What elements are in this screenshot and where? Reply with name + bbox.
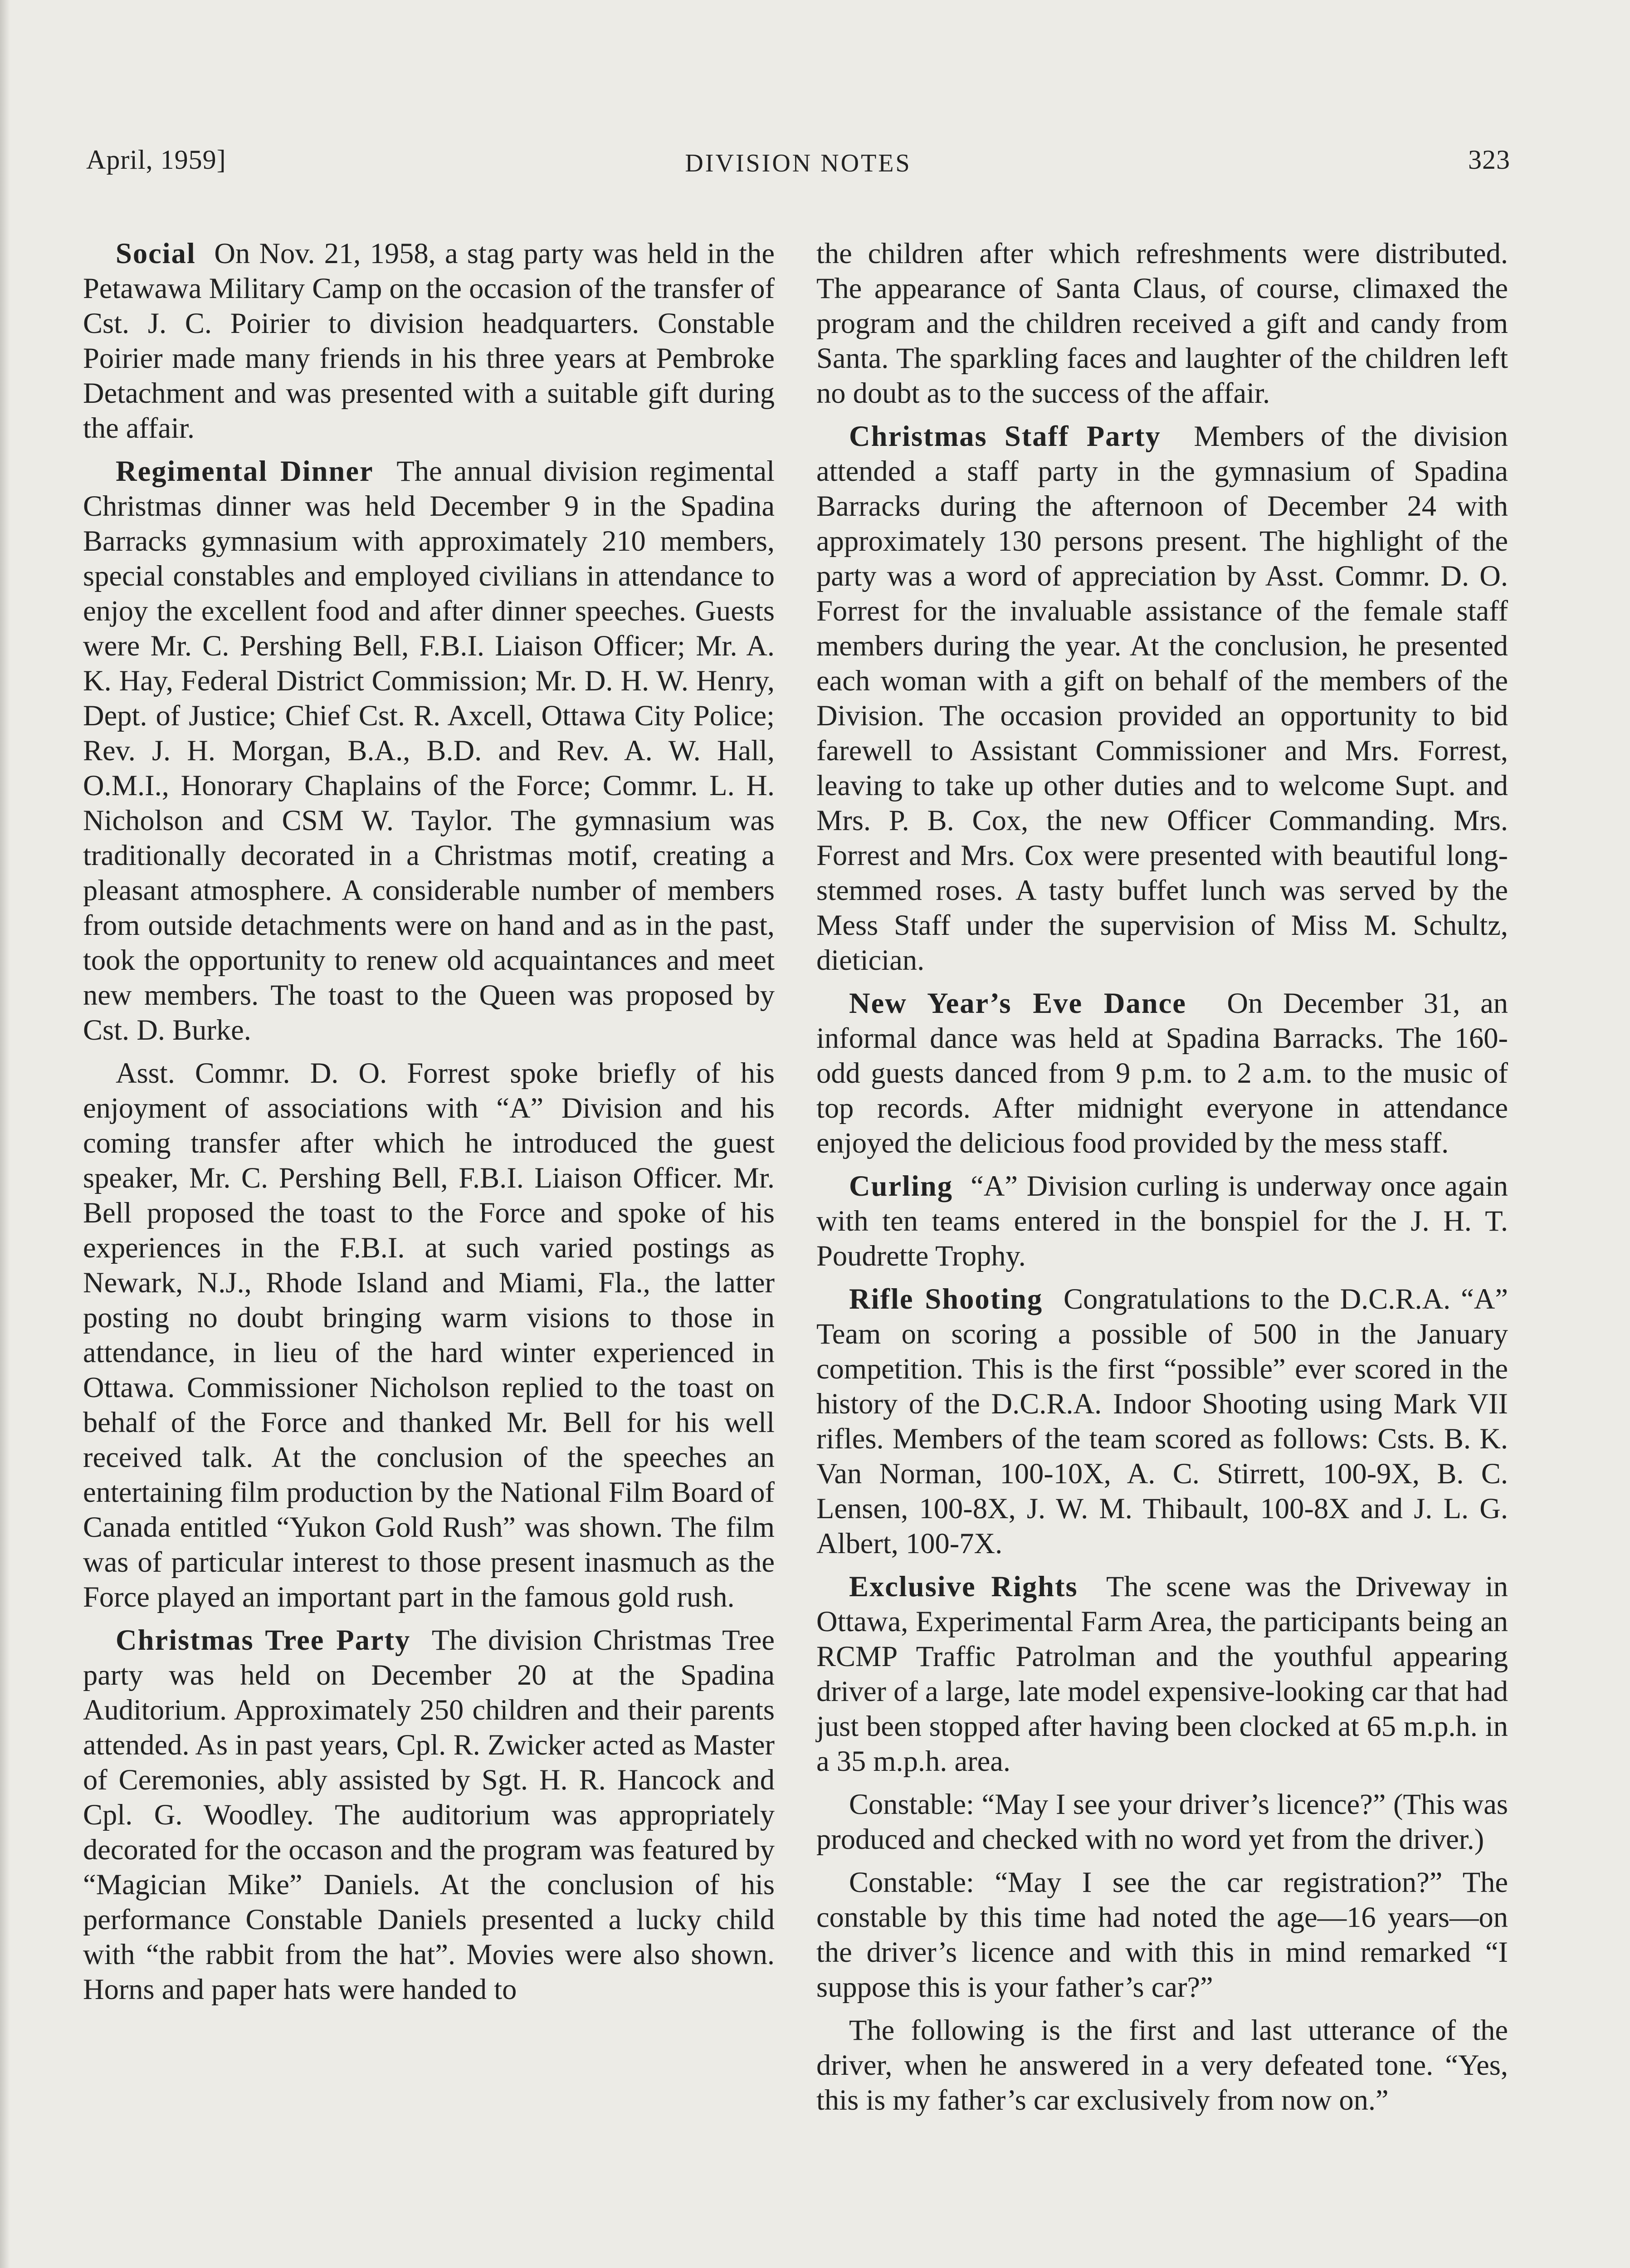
paragraph-heading: Christmas Tree Party: [116, 1624, 411, 1656]
paragraph-heading: Christmas Staff Party: [849, 420, 1161, 452]
paragraph-regimental-dinner: [83, 454, 775, 1047]
paragraph-text: On Nov. 21, 1958, a stag party was held in the Petawawa Military Camp on the occasion of the transfer of Cst. J. C. Poirier to division headquarters. Constable Poirier made many friends in his three years at Pembroke Detachment and was presented with a suitable gift during the affair.: [83, 237, 775, 444]
paragraph-heading: Curling: [849, 1170, 953, 1202]
paragraph-heading: New Year’s Eve Dance: [849, 987, 1186, 1019]
paragraph-heading: Regimental Dinner: [116, 455, 374, 487]
paragraph-dialogue-registration: [816, 1865, 1508, 2004]
paragraph-text: Members of the division attended a staff party in the gymnasium of Spadina Barracks during the afternoon of December 24 with approximately 130 persons present. The highlight of the party was a word of appreciation by Asst. Commr. D. O. Forrest for the invaluable assistance of the female staff members during the year. At the conclusion, he presented each woman with a gift on behalf of the members of the Division. The occasion provided an opportunity to bid farewell to Assistant Commissioner and Mrs. Forrest, leaving to take up other duties and to welcome Supt. and Mrs. P. B. Cox, the new Officer Commanding. Mrs. Forrest and Mrs. Cox were presented with beautiful long-stemmed roses. A tasty buffet lunch was served by the Mess Staff under the supervision of Miss M. Schultz, dietician.: [816, 420, 1508, 976]
paragraph-dialogue-licence: [816, 1787, 1508, 1857]
paragraph-exclusive-rights: [816, 1569, 1508, 1779]
paragraph-heading: Rifle Shooting: [849, 1283, 1043, 1315]
header-date: April, 1959]: [86, 145, 226, 175]
paragraph-text: The annual division regimental Christmas dinner was held December 9 in the Spadina Barracks gymnasium with approximately 210 members, special constables and employed civilians in attendance to enjoy the excellent food and after dinner speeches. Guests were Mr. C. Pershing Bell, F.B.I. Liaison Officer; Mr. A. K. Hay, Federal District Commission; Mr. D. H. W. Henry, Dept. of Justice; Chief Cst. R. Axcell, Ottawa City Police; Rev. J. H. Morgan, B.A., B.D. and Rev. A. W. Hall, O.M.I., Honorary Chaplains of the Force; Commr. L. H. Nicholson and CSM W. Taylor. The gymnasium was traditionally decorated in a Christmas motif, creating a pleasant atmosphere. A considerable number of members from outside detachments were on hand and as in the past, took the opportunity to renew old acquaintances and meet new members. The toast to the Queen was proposed by Cst. D. Burke.: [83, 455, 775, 1046]
paragraph-forrest-speech: [83, 1056, 775, 1614]
paragraph-social: [83, 236, 775, 445]
left-column: [83, 236, 775, 2015]
paragraph-new-years-eve-dance: [816, 986, 1508, 1160]
paragraph-text: The scene was the Driveway in Ottawa, Experimental Farm Area, the participants being an RCMP Traffic Patrolman and the youthful appearing driver of a large, late model expensive-looking car that had just been stopped after having been clocked at 65 m.p.h. in a 35 m.p.h. area.: [816, 1570, 1508, 1777]
paragraph-text: The division Christmas Tree party was held on December 20 at the Spadina Auditorium. Approximately 250 children and their parents attended. As in past years, Cpl. R. Zwicker acted as Master of Ceremonies, ably assisted by Sgt. H. R. Hancock and Cpl. G. Woodley. The auditorium was appropriately decorated for the occason and the program was featured by “Magician Mike” Daniels. At the conclusion of his performance Constable Daniels presented a lucky child with “the rabbit from the hat”. Movies were also shown. Horns and paper hats were handed to: [83, 1624, 775, 2005]
paragraph-christmas-tree-party: [83, 1623, 775, 2007]
paragraph-driver-reply: [816, 2013, 1508, 2117]
page-binding-edge: [0, 0, 10, 2268]
page-number: 323: [1468, 145, 1510, 175]
paragraph-text: Constable: “May I see your driver’s licence?” (This was produced and checked with no word yet from the driver.): [816, 1788, 1508, 1855]
paragraph-text: the children after which refreshments were distributed. The appearance of Santa Claus, of course, climaxed the program and the children received a gift and candy from Santa. The sparkling faces and laughter of the children left no doubt as to the success of the affair.: [816, 237, 1508, 409]
paragraph-christmas-staff-party: [816, 419, 1508, 978]
paragraph-curling: [816, 1168, 1508, 1273]
paragraph-text: The following is the first and last utterance of the driver, when he answered in a very defeated tone. “Yes, this is my father’s car exclusively from now on.”: [816, 2014, 1508, 2116]
paragraph-text: Constable: “May I see the car registration?” The constable by this time had noted the age—16 years—on the driver’s licence and with this in mind remarked “I suppose this is your father’s car?”: [816, 1866, 1508, 2003]
running-header: [86, 144, 1510, 190]
paragraph-text: On December 31, an informal dance was held at Spadina Barracks. The 160-odd guests danced from 9 p.m. to 2 a.m. to the music of top records. After midnight everyone in attendance enjoyed the delicious food provided by the mess staff.: [816, 987, 1508, 1159]
paragraph-rifle-shooting: [816, 1281, 1508, 1561]
paragraph-continuation: [816, 236, 1508, 411]
right-column: [816, 236, 1508, 2126]
header-section-title: DIVISION NOTES: [685, 149, 912, 177]
paragraph-text: “A” Division curling is underway once again with ten teams entered in the bonspiel for the J. H. T. Poudrette Trophy.: [816, 1170, 1508, 1272]
paragraph-heading: Social: [116, 237, 196, 269]
paragraph-text: Asst. Commr. D. O. Forrest spoke briefly of his enjoyment of associations with “A” Division and his coming transfer after which he introduced the guest speaker, Mr. C. Pershing Bell, F.B.I. Liaison Officer. Mr. Bell proposed the toast to the Force and spoke of his experiences in the F.B.I. at such varied postings as Newark, N.J., Rhode Island and Miami, Fla., the latter posting no doubt bringing warm visions to those in attendance, in lieu of the hard winter experienced in Ottawa. Commissioner Nicholson replied to the toast on behalf of the Force and thanked Mr. Bell for his well received talk. At the conclusion of the speeches an entertaining film production by the National Film Board of Canada entitled “Yukon Gold Rush” was shown. The film was of particular interest to those present inasmuch as the Force played an important part in the famous gold rush.: [83, 1057, 775, 1613]
paragraph-heading: Exclusive Rights: [849, 1570, 1078, 1603]
paragraph-text: Congratulations to the D.C.R.A. “A” Team on scoring a possible of 500 in the January competition. This is the first “possible” ever scored in the history of the D.C.R.A. Indoor Shooting using Mark VII rifles. Members of the team scored as follows: Csts. B. K. Van Norman, 100-10X, A. C. Stirrett, 100-9X, B. C. Lensen, 100-8X, J. W. M. Thibault, 100-8X and J. L. G. Albert, 100-7X.: [816, 1283, 1508, 1559]
